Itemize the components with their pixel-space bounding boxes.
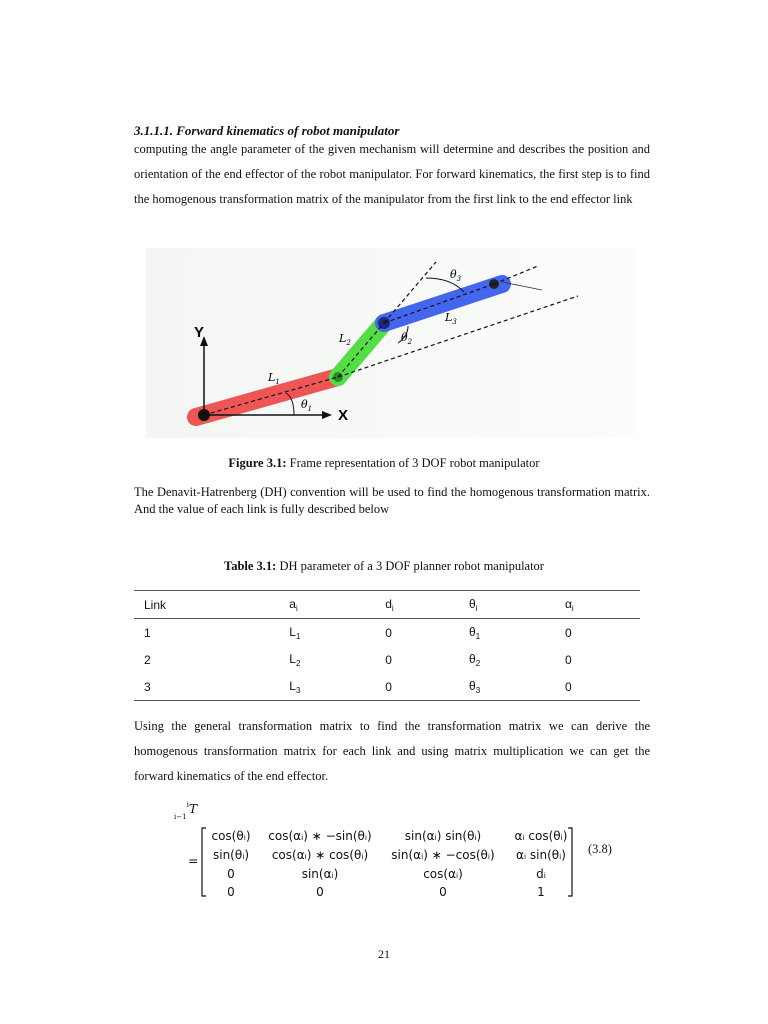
- dh-parameter-table: [134, 590, 640, 701]
- matrix-cell: cos(αᵢ) ∗ −sin(θᵢ): [268, 829, 372, 843]
- matrix-cell: sin(αᵢ): [301, 867, 339, 881]
- section-heading: 3.1.1.1. Forward kinematics of robot manipulator: [134, 123, 400, 138]
- matrix-cell: αᵢ sin(θᵢ): [516, 848, 566, 862]
- header-theta: $\theta_i$: [469, 596, 478, 613]
- matrix-cell: dᵢ: [536, 867, 546, 881]
- label-theta3: θ: [450, 268, 457, 281]
- matrix-cell: sin(αᵢ) sin(θᵢ): [404, 829, 482, 843]
- label-theta1: θ: [301, 398, 308, 411]
- matrix-cell: 0: [316, 885, 324, 899]
- table-caption: Table 3.1: DH parameter of a 3 DOF planner robot manipulator: [224, 559, 544, 573]
- robot-manipulator-figure: [146, 248, 638, 438]
- equation-number: (3.8): [588, 842, 612, 856]
- equation-lhs: $_{i-1}^i$T: [174, 801, 198, 821]
- svg-text:L2: $L_2$: [339, 332, 351, 347]
- dh-paragraph: The Denavit-Hatrenberg (DH) convention will be used to find the homogenous transformation matrix. And the value of each link is fully described below: [134, 485, 650, 516]
- label-theta2: θ: [401, 331, 408, 344]
- matrix-cell: 1: [537, 885, 545, 899]
- svg-text:L3: $L_3$: [445, 311, 457, 326]
- header-d: $d_i$: [385, 596, 394, 613]
- matrix-cell: cos(αᵢ): [423, 867, 463, 881]
- x-axis-label: X: [338, 407, 349, 424]
- matrix-cell: 0: [439, 885, 447, 899]
- table-row: 3 $L_3$ 0 $\theta_3$ 0: [134, 673, 640, 701]
- y-axis-label: Y: [194, 324, 205, 341]
- svg-text:θ2: $\theta_2$: [401, 331, 413, 346]
- page-number: 21: [378, 947, 390, 961]
- intro-paragraph: computing the angle parameter of the given mechanism will determine and describes the position and orientation of the end effector of the robot manipulator. For forward kinematics, the first step is to find the homogenous transformation matrix of the manipulator from the first link to the end effector link: [134, 142, 650, 206]
- equation-equals: =: [188, 853, 199, 868]
- table-row: 2 $L_2$ 0 $\theta_2$ 0: [144, 651, 572, 668]
- matrix-cell: αᵢ cos(θᵢ): [514, 829, 568, 843]
- svg-text:θ1: $\theta_1$: [301, 398, 313, 413]
- matrix-cell: cos(θᵢ): [211, 829, 251, 843]
- table-header-row: [134, 591, 640, 619]
- label-L2: L: [339, 332, 347, 345]
- matrix-cell: 0: [227, 867, 235, 881]
- figure-caption: Figure 3.1: Frame representation of 3 DOF robot manipulator: [228, 456, 540, 470]
- header-a: $a_i$: [289, 596, 298, 613]
- matrix-cell: 0: [227, 885, 235, 899]
- svg-text:L1: $L_1$: [268, 371, 280, 386]
- header-alpha: $\alpha_i$: [564, 596, 574, 613]
- matrix-cell: cos(αᵢ) ∗ cos(θᵢ): [271, 848, 369, 862]
- header-link: Link: [144, 597, 167, 612]
- matrix-paragraph: Using the general transformation matrix to find the transformation matrix we can derive the homogenous transformation matrix for each link and using matrix multiplication we can get the forward kinematics of the end effector.: [134, 719, 650, 783]
- svg-text:θ3: $\theta_3$: [450, 268, 462, 283]
- table-row: 1 $L_1$ 0 $\theta_1$ 0: [144, 624, 572, 641]
- matrix-cell: sin(αᵢ) ∗ −cos(θᵢ): [391, 848, 495, 862]
- label-L1: L: [268, 371, 276, 384]
- label-L3: L: [445, 311, 453, 324]
- matrix-cell: sin(θᵢ): [212, 848, 250, 862]
